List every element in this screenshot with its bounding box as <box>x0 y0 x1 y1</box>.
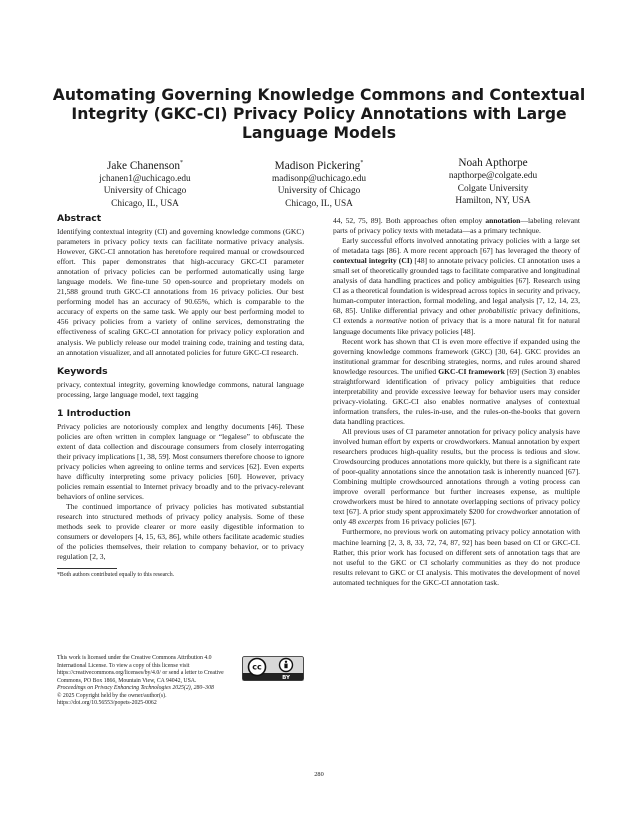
page-number: 280 <box>314 771 324 778</box>
intro-paragraph-2: The continued importance of privacy policies has motivated substantial research into structured methods of privacy policy analysis. Some of these methods seek to provide clearer or more easily digestible information to consumers or developers [4, 15, 63, 86], while others facilitate academic studies of the policies themselves, their relation to company behavior, or to privacy regulation [2, 3, <box>57 502 304 562</box>
author-email: jchanen1@uchicago.edu <box>99 173 191 184</box>
right-paragraph-0: 44, 52, 75, 89]. Both approaches often employ annotation—labeling relevant parts of privacy policy texts with metadata—as a primary technique. <box>333 216 580 236</box>
right-paragraph-2: Recent work has shown that CI is even more effective if expanded using the governing knowledge commons framework (GKC) [30, 64]. GKC provides an institutional grammar for describing strategies, norms, and rules around shared knowledge resources. The unified GKC-CI framework [69] (Section 3) enables straightforward identification of privacy policy ambiguities that reduce interpretability and provide excessive leeway for behavior users may consider privacy-violating. GKC-CI also enables normative analyses of contextual information transfers, the rules-in-use, and the rules-on-the-books that govern data handling practices. <box>333 336 580 426</box>
introduction-heading: 1 Introduction <box>57 407 131 419</box>
left-column <box>57 213 304 580</box>
intro-paragraph-1: Privacy policies are notoriously complex and lengthy documents [46]. These policies are often written in complex language or “legalese” to obfuscate the extent of data collection and discourage consumers from closely interrogating their privacy implications [1, 38, 59]. Most consumers therefore choose to ignore privacy policies when agreeing to online terms and services [62]. Even experts have difficulty interpreting some privacy policies [60]. However, privacy policies remain essential to Internet privacy broadly and to the privacy-relevant behaviors of online services. <box>57 421 304 502</box>
cc-by-license-icon <box>242 656 304 681</box>
by-badge-label: BY <box>282 675 290 681</box>
author-location: Chicago, IL, USA <box>111 198 179 209</box>
abstract-heading: Abstract <box>57 213 102 224</box>
author-name: Noah Apthorpe <box>458 157 528 169</box>
right-paragraph-1: Early successful efforts involved annotating privacy policies with a large set of metadata tags [86]. A more recent approach [67] has leveraged the theory of contextual integrity (CI) [48] to annotate privacy policies. CI annotation uses a small set of theoretically grounded tags to facilitate comparative and longitudinal analysis of data handling practices and policy ambiguities [67]. Research using CI as a theoretical foundation is widespread across topics in security and privacy, human-computer interaction, formal modeling, and legal analysis [7, 12, 14, 23, 68, 85]. Unlike differential privacy and other probabilistic privacy definitions, CI extends a normative notion of privacy that is a more natural fit for natural language documents like privacy policies [48]. <box>333 236 581 336</box>
author-email: madisonp@uchicago.edu <box>271 173 367 184</box>
author-name: Madison Pickering* <box>274 159 364 172</box>
copyright: © 2025 Copyright held by the owner/author(s). <box>57 692 167 699</box>
author-affiliation: University of Chicago <box>277 186 361 197</box>
right-paragraph-4: Furthermore, no previous work on automating privacy policy annotation with machine learning [2, 3, 8, 33, 72, 74, 87, 92] has been based on CI or GKC-CI. Rather, this prior work has focused on different sets of annotation tags that are not useful to the GKC or CI scholarly communities as they do not produce results relevant to GKC or CI analysis. This motivates the development of novel automated techniques for the GKC-CI annotation task. <box>333 527 580 587</box>
license-text: This work is licensed under the Creative Commons Attribution 4.0 International License. To view a copy of this license visit https://creativecommons.org/licenses/by/4.0/ or send a letter to Creative Commons, PO Box 1866, Mountain View, CA 94042, USA. <box>57 655 224 684</box>
footnote: *Both authors contributed equally to this research. <box>57 572 175 579</box>
author-3 <box>408 156 578 211</box>
author-block <box>60 156 578 211</box>
author-2 <box>234 156 404 211</box>
abstract-text: Identifying contextual integrity (CI) and governing knowledge commons (GKC) parameters in privacy policy texts can facilitate normative privacy analysis. However, GKC-CI annotation has heretofore required manual or crowdsourced effort. This paper demonstrates that high-accuracy GKC-CI parameter annotation of privacy policies can be performed automatically using large language models. We fine-tune 50 open-source and proprietary models on 21,588 ground truth GKC-CI annotations from 16 privacy policies. Our best performing model has an accuracy of 90.65%, which is comparable to the accuracy of experts on the same task. We apply our best performing model to 456 privacy policies from a variety of online services, demonstrating the effectiveness of scaling GKC-CI annotation for privacy policy exploration and analysis. We publicly release our model training code, training and testing data, an annotation visualizer, and all annotated policies for future GKC-CI research. <box>57 227 304 357</box>
author-email: napthorpe@colgate.edu <box>448 171 538 181</box>
cc-badge-label: cc <box>252 662 262 672</box>
author-location: Hamilton, NY, USA <box>455 196 531 207</box>
venue: Proceedings on Privacy Enhancing Technologies 2025(2), 280–308 <box>57 685 214 692</box>
license-block <box>57 655 304 708</box>
doi-link[interactable]: https://doi.org/10.56553/popets-2025-0062 <box>57 700 157 707</box>
author-1 <box>60 156 230 211</box>
author-name: Jake Chanenson* <box>106 159 184 172</box>
keywords-heading: Keywords <box>57 365 108 377</box>
paper-title: Automating Governing Knowledge Commons and Contextual Integrity (GKC-CI) Privacy Policy Annotations with Large Language Models <box>52 86 586 142</box>
author-affiliation: Colgate University <box>457 183 529 194</box>
author-location: Chicago, IL, USA <box>285 198 353 209</box>
right-column <box>333 216 580 588</box>
keywords-text: privacy, contextual integrity, governing knowledge commons, natural language processing, large language model, text tagging <box>57 379 304 399</box>
right-paragraph-3: All previous uses of CI parameter annotation for privacy policy analysis have involved human effort by experts or crowdworkers. Manual annotation by expert researchers produces high-quality results, but the process is tedious and slow. Crowdsourcing produces annotations more quickly, but there is a significant rate of poor-quality annotations since the annotation task is inherently nuanced [67]. Combining multiple crowdsourced annotations through a voting process can improve overall performance but further increases expense, as multiple crowdworkers must be hired to annotate overlapping sections of privacy policy text [67]. A prior study spent approximately $200 for crowdworker annotation of only 48 excerpts from 16 privacy policies [67]. <box>333 426 580 527</box>
footnote-rule <box>57 568 117 569</box>
author-affiliation: University of Chicago <box>103 186 187 197</box>
